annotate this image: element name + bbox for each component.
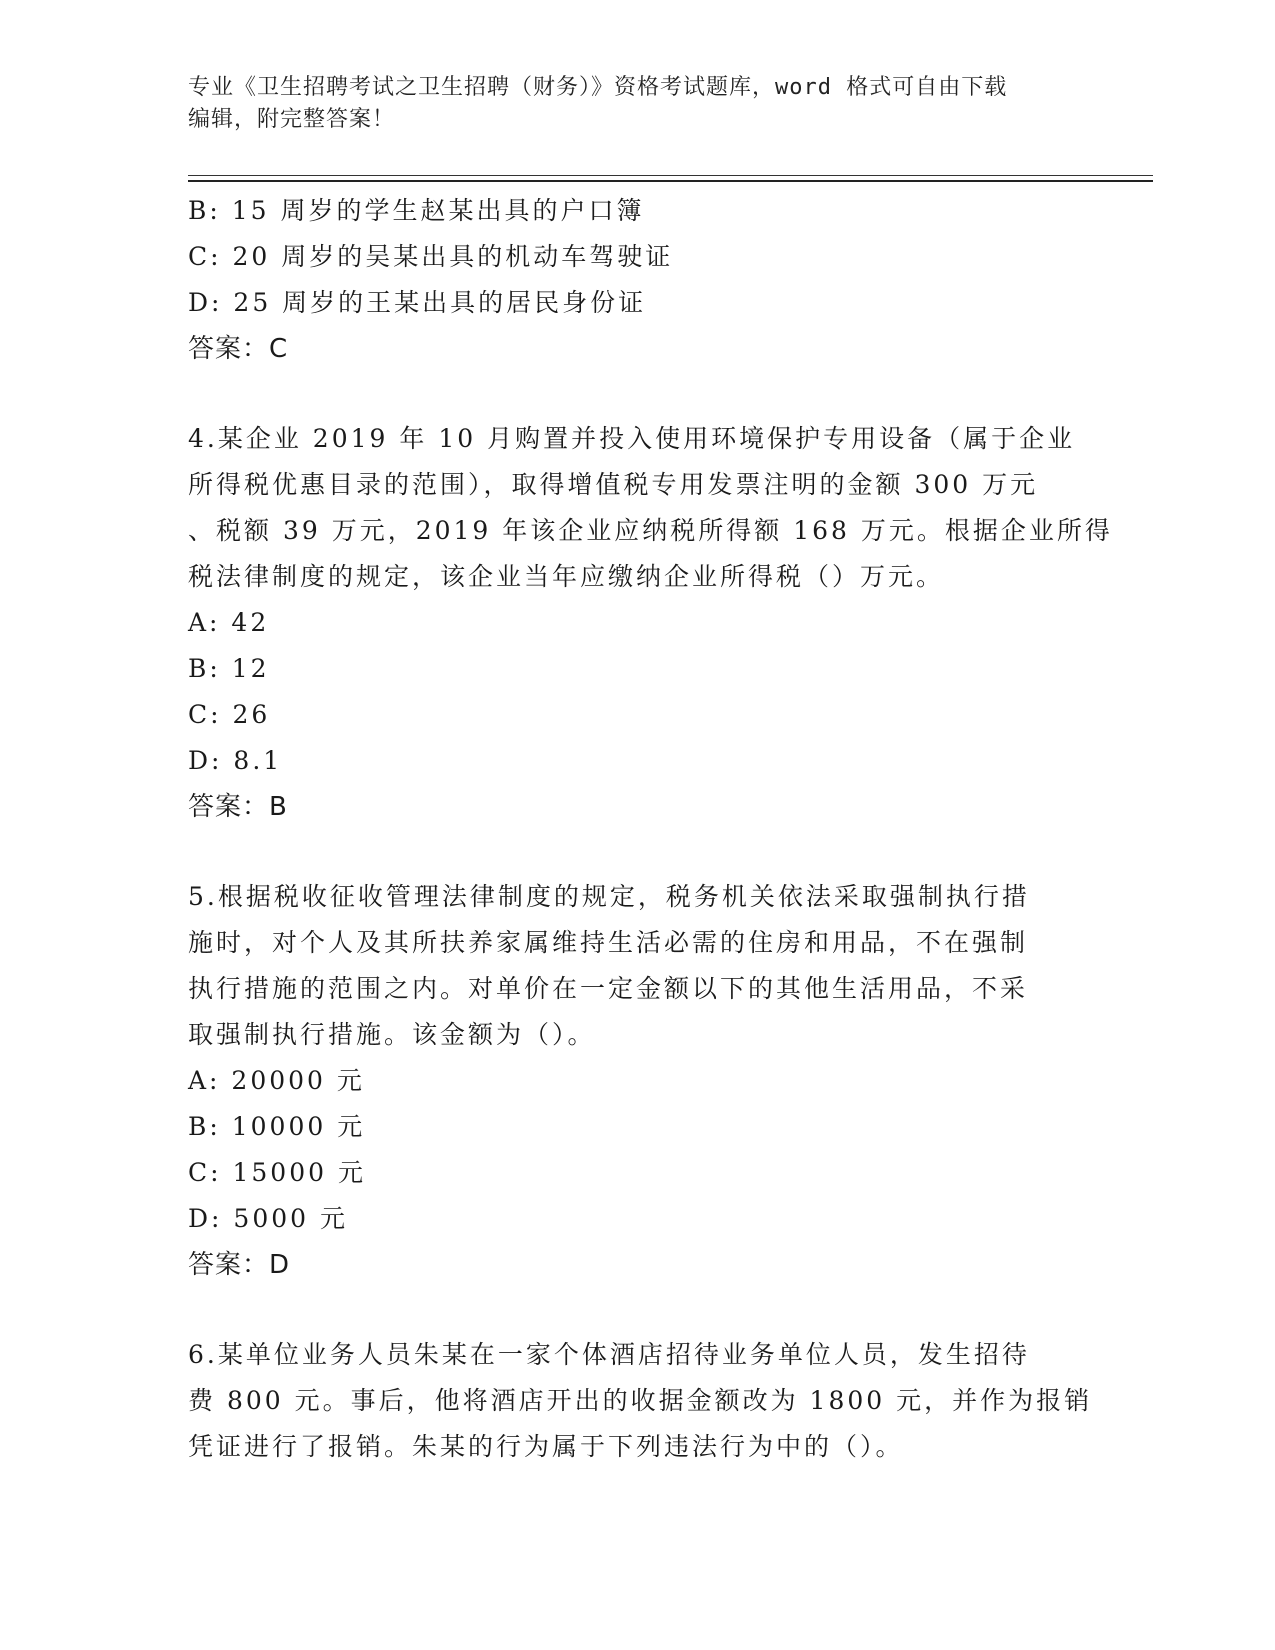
option-b: B: 15 周岁的学生赵某出具的户口簿 <box>188 196 645 225</box>
question-4 <box>188 416 1113 830</box>
question-stem-line: 凭证进行了报销。朱某的行为属于下列违法行为中的（）。 <box>188 1432 904 1461</box>
option-b: B: 12 <box>188 654 270 683</box>
option-c: C: 26 <box>188 700 271 729</box>
spacer <box>188 830 1088 874</box>
question-stem-line: 施时，对个人及其所扶养家属维持生活必需的住房和用品，不在强制 <box>188 928 1029 957</box>
question-5 <box>188 874 1088 1288</box>
header-line-1: 专业《卫生招聘考试之卫生招聘（财务）》资格考试题库，word 格式可自由下载 <box>188 75 1008 100</box>
answer-text: 答案：D <box>188 1250 291 1280</box>
spacer <box>188 1288 1088 1332</box>
question-3 <box>188 188 1088 372</box>
answer-text: 答案：B <box>188 792 288 822</box>
question-stem-line: 4.某企业 2019 年 10 月购置并投入使用环境保护专用设备（属于企业 <box>188 424 1076 453</box>
document-header <box>188 72 1088 136</box>
header-line-2: 编辑，附完整答案！ <box>188 107 396 132</box>
question-content <box>188 188 1113 1470</box>
spacer <box>188 372 1088 416</box>
question-stem-line: 费 800 元。事后，他将酒店开出的收据金额改为 1800 元，并作为报销 <box>188 1386 1093 1415</box>
header-divider-thin <box>188 175 1153 176</box>
option-b: B: 10000 元 <box>188 1112 366 1141</box>
option-d: D: 25 周岁的王某出具的居民身份证 <box>188 288 647 317</box>
question-stem-line: 5.根据税收征收管理法律制度的规定，税务机关依法采取强制执行措 <box>188 882 1030 911</box>
question-stem-line: 取强制执行措施。该金额为（）。 <box>188 1020 596 1049</box>
option-c: C: 15000 元 <box>188 1158 366 1187</box>
option-d: D: 8.1 <box>188 746 283 775</box>
question-stem-line: 、税额 39 万元，2019 年该企业应纳税所得额 168 万元。根据企业所得 <box>188 516 1113 545</box>
option-a: A: 42 <box>188 608 270 637</box>
option-a: A: 20000 元 <box>188 1066 365 1095</box>
option-d: D: 5000 元 <box>188 1204 348 1233</box>
answer-text: 答案：C <box>188 334 289 364</box>
question-stem-line: 税法律制度的规定，该企业当年应缴纳企业所得税（）万元。 <box>188 562 945 591</box>
option-c: C: 20 周岁的吴某出具的机动车驾驶证 <box>188 242 674 271</box>
question-stem-line: 6.某单位业务人员朱某在一家个体酒店招待业务单位人员，发生招待 <box>188 1340 1030 1369</box>
header-divider-thick <box>188 180 1153 182</box>
question-stem-line: 所得税优惠目录的范围），取得增值税专用发票注明的金额 300 万元 <box>188 470 1039 499</box>
question-stem-line: 执行措施的范围之内。对单价在一定金额以下的其他生活用品，不采 <box>188 974 1029 1003</box>
question-6 <box>188 1332 1093 1470</box>
